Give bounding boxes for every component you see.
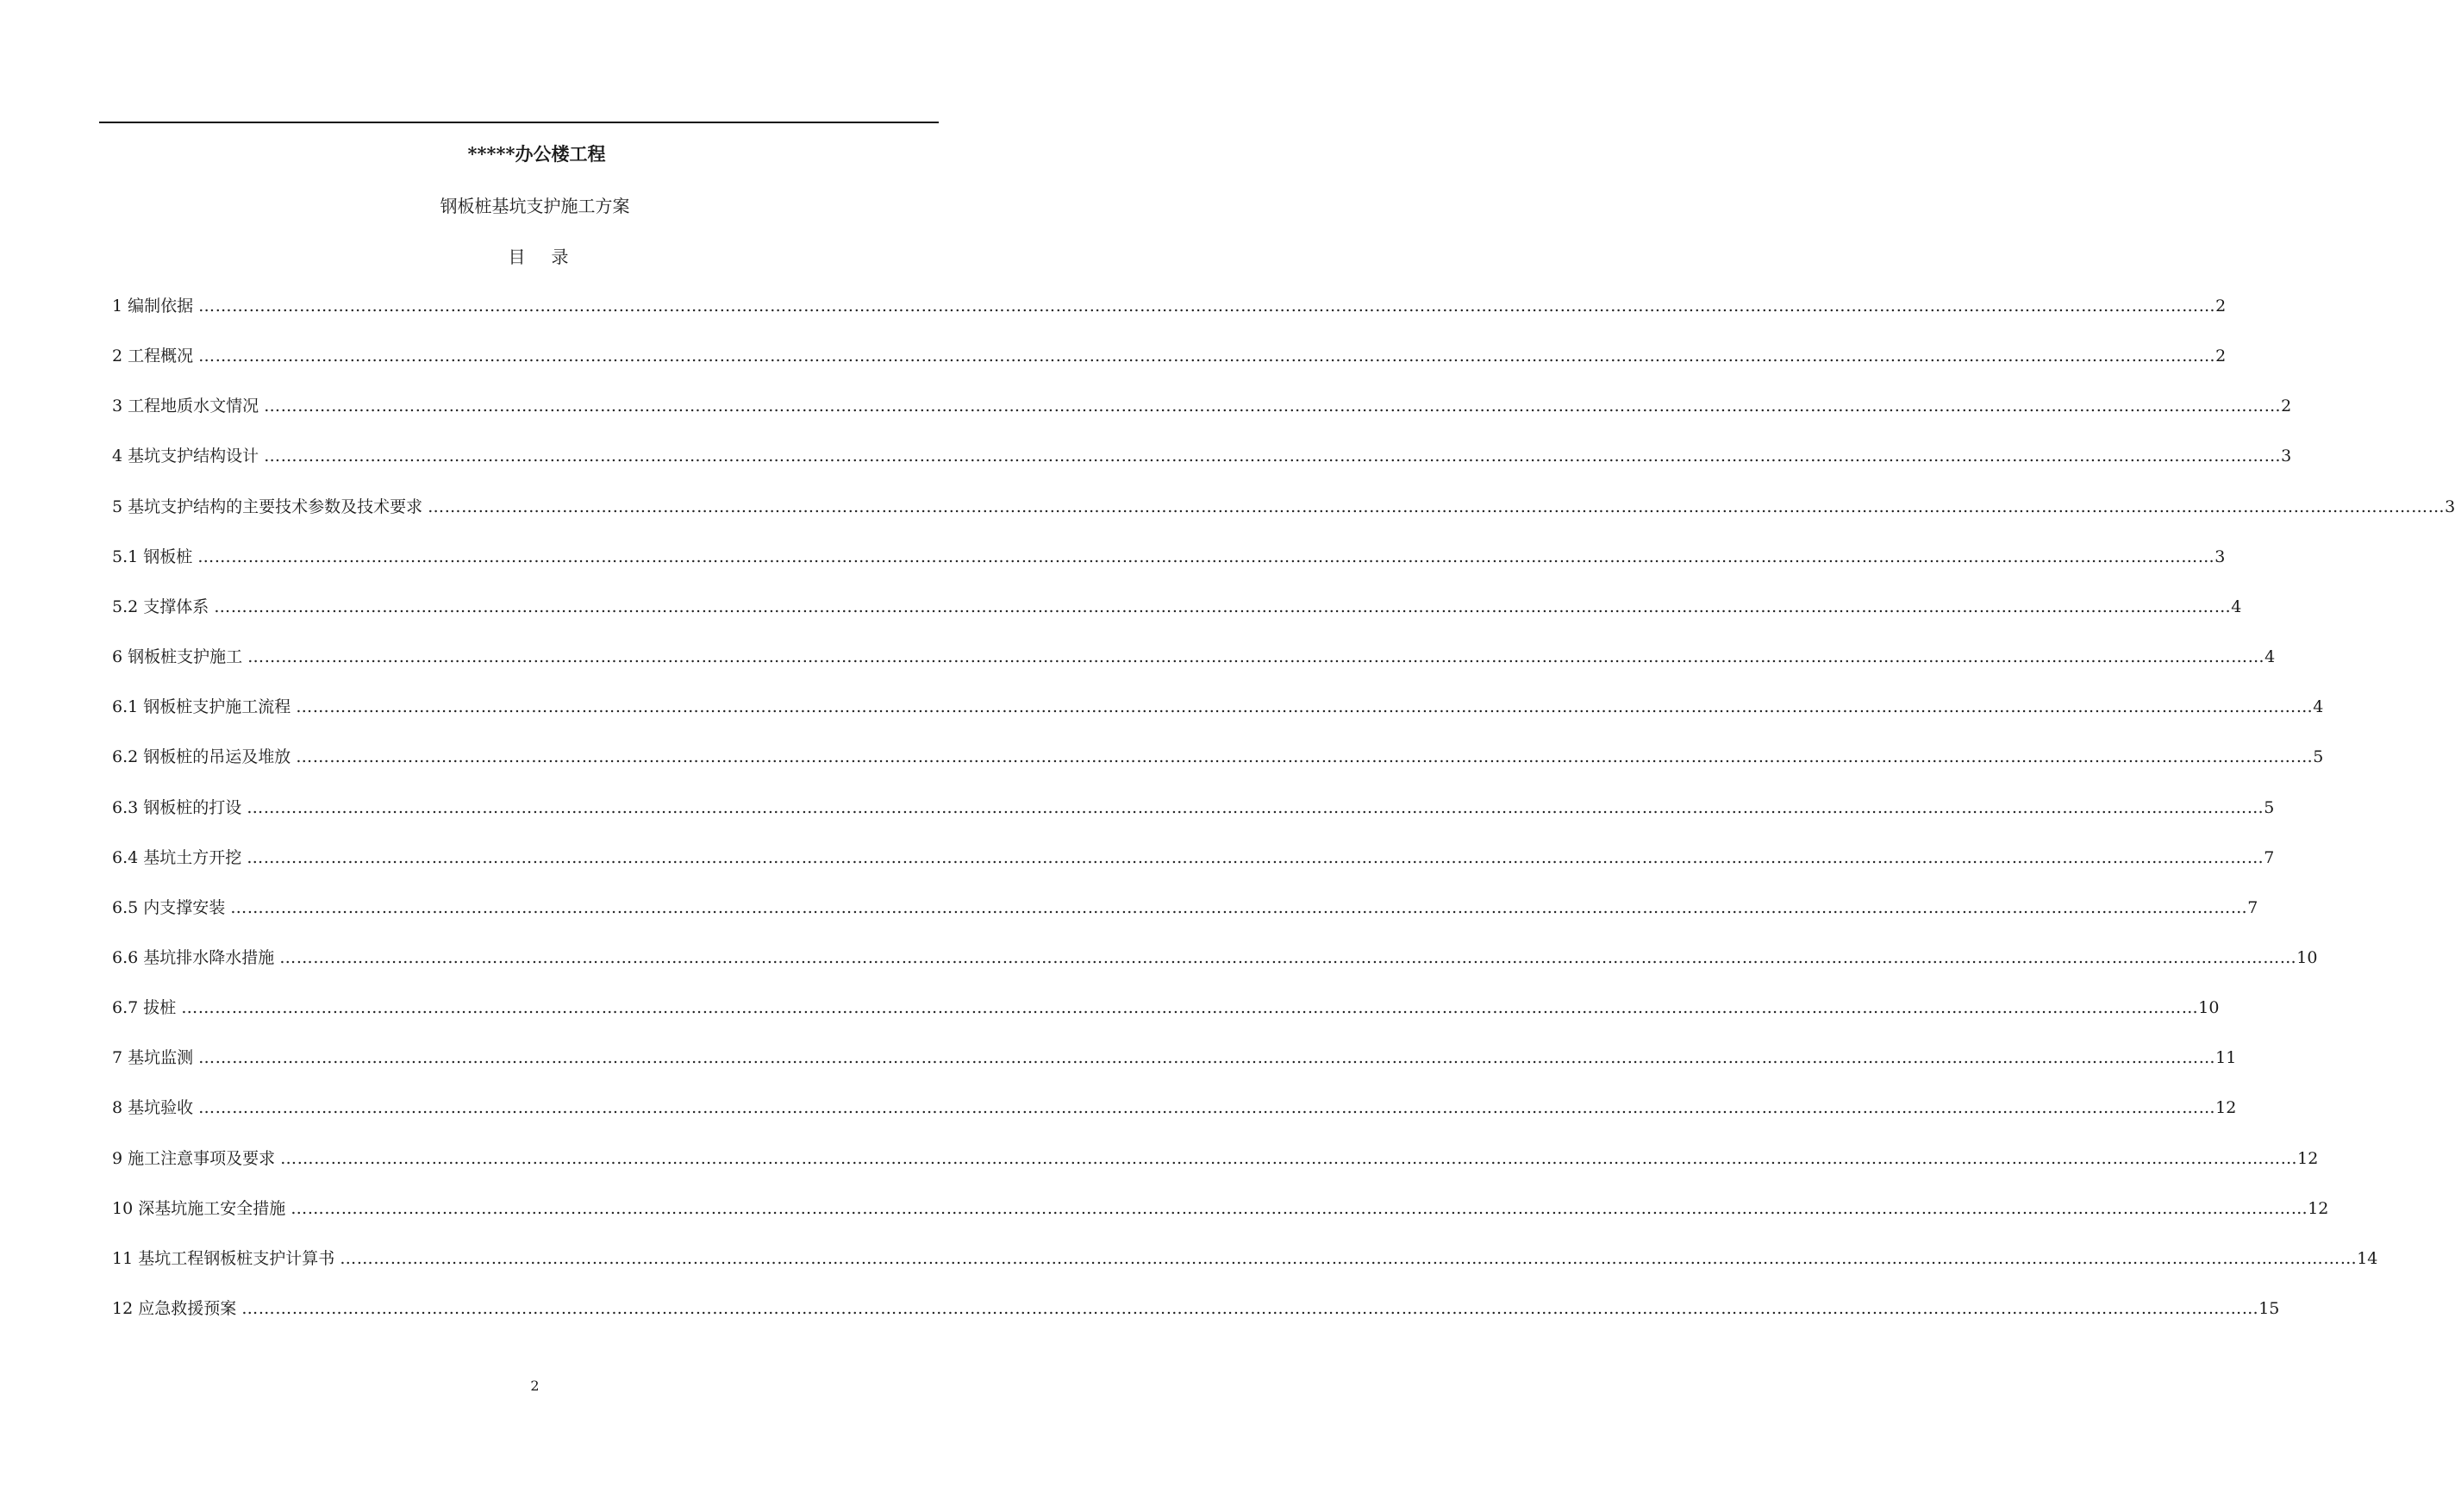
toc-entry[interactable] xyxy=(112,544,2226,570)
toc-entry-page: 12 xyxy=(2297,1148,2319,1168)
project-title xyxy=(0,141,1070,167)
toc-entry-page: 5 xyxy=(2313,747,2324,767)
toc-entry-page: 10 xyxy=(2198,998,2220,1018)
toc-leader-dots: ……………………………………………………………………………………………………………………………………………………………………………………………………………………………………………………………………………………………………………………………… xyxy=(198,297,2216,316)
toc-leader-dots: ……………………………………………………………………………………………………………………………………………………………………………………………………………………………………………………………………………………………………………………………… xyxy=(280,1148,2298,1168)
toc-entry-page: 2 xyxy=(2215,297,2227,316)
toc-entry-label: 5 基坑支护结构的主要技术参数及技术要求 xyxy=(112,497,423,516)
toc-entry-page: 3 xyxy=(2214,547,2226,566)
toc-entry-page: 12 xyxy=(2215,1098,2237,1118)
toc-entry-label: 12 应急救援预案 xyxy=(112,1299,237,1318)
toc-entry[interactable] xyxy=(112,393,2292,419)
toc-entry[interactable] xyxy=(112,1095,2237,1121)
toc-entry-page: 4 xyxy=(2231,597,2242,616)
toc-entry-label: 7 基坑监测 xyxy=(112,1048,194,1068)
toc-entry-label: 5.1 钢板桩 xyxy=(112,547,193,566)
project-title-text: *****办公楼工程 xyxy=(467,143,606,165)
toc-entry[interactable] xyxy=(112,1246,2378,1271)
toc-entry[interactable] xyxy=(112,744,2324,770)
toc-leader-dots: ……………………………………………………………………………………………………………………………………………………………………………………………………………………………………………………………………………………………………………………………… xyxy=(264,447,2282,466)
toc-leader-dots: ……………………………………………………………………………………………………………………………………………………………………………………………………………………………………………………………………………………………………………………………… xyxy=(247,847,2264,867)
toc-leader-dots: ……………………………………………………………………………………………………………………………………………………………………………………………………………………………………………………………………………………………………………………………… xyxy=(340,1248,2358,1268)
toc-entry-page: 14 xyxy=(2357,1248,2378,1268)
toc-entry[interactable] xyxy=(112,1296,2280,1321)
document-subtitle xyxy=(0,193,1070,219)
toc-heading-char: 目 xyxy=(508,247,526,267)
toc-entry-label: 2 工程概况 xyxy=(112,347,194,366)
toc-entry-page: 10 xyxy=(2296,947,2318,967)
document-subtitle-text: 钢板桩基坑支护施工方案 xyxy=(440,196,630,216)
toc-entry-page: 7 xyxy=(2247,897,2258,917)
toc-entry-page: 4 xyxy=(2313,697,2324,717)
toc-entry-label: 1 编制依据 xyxy=(112,297,194,316)
toc-leader-dots: ……………………………………………………………………………………………………………………………………………………………………………………………………………………………………………………………………………………………………………………………… xyxy=(279,947,2297,967)
toc-leader-dots: ……………………………………………………………………………………………………………………………………………………………………………………………………………………………………………………………………………………………………………………………… xyxy=(197,547,2215,566)
toc-entry-label: 3 工程地质水文情况 xyxy=(112,397,259,416)
toc-entry-label: 6.3 钢板桩的打设 xyxy=(112,797,242,817)
toc-entry-label: 11 基坑工程钢板桩支护计算书 xyxy=(112,1248,335,1268)
toc-leader-dots: ……………………………………………………………………………………………………………………………………………………………………………………………………………………………………………………………………………………………………………………………… xyxy=(214,597,2232,616)
toc-entry[interactable] xyxy=(112,494,2455,520)
toc-entry-page: 2 xyxy=(2281,397,2292,416)
toc-entry-page: 15 xyxy=(2258,1299,2280,1318)
toc-entry-page: 12 xyxy=(2308,1198,2329,1218)
toc-entry[interactable] xyxy=(112,895,2258,921)
toc-entry[interactable] xyxy=(112,594,2242,620)
toc-leader-dots: ……………………………………………………………………………………………………………………………………………………………………………………………………………………………………………………………………………………………………………………………… xyxy=(428,497,2446,516)
toc-leader-dots: ……………………………………………………………………………………………………………………………………………………………………………………………………………………………………………………………………………………………………………………………… xyxy=(290,1198,2308,1218)
toc-entry-label: 6.4 基坑土方开挖 xyxy=(112,847,242,867)
toc-entry-page: 3 xyxy=(2281,447,2292,466)
toc-entry-label: 6.2 钢板桩的吊运及堆放 xyxy=(112,747,291,767)
toc-entry[interactable] xyxy=(112,343,2227,369)
toc-entry-label: 6 钢板桩支护施工 xyxy=(112,647,243,667)
toc-leader-dots: ……………………………………………………………………………………………………………………………………………………………………………………………………………………………………………………………………………………………………………………………… xyxy=(198,347,2216,366)
toc-entry-label: 6.6 基坑排水降水措施 xyxy=(112,947,275,967)
page-number xyxy=(0,1376,1070,1396)
toc-leader-dots: ……………………………………………………………………………………………………………………………………………………………………………………………………………………………………………………………………………………………………………………………… xyxy=(296,747,2314,767)
toc-entry[interactable] xyxy=(112,1045,2237,1071)
toc-entry-page: 3 xyxy=(2445,497,2455,516)
toc-leader-dots: ……………………………………………………………………………………………………………………………………………………………………………………………………………………………………………………………………………………………………………………………… xyxy=(264,397,2282,416)
toc-leader-dots: ……………………………………………………………………………………………………………………………………………………………………………………………………………………………………………………………………………………………………………………………… xyxy=(241,1299,2259,1318)
toc-entry[interactable] xyxy=(112,1196,2329,1221)
toc-entry-page: 11 xyxy=(2215,1048,2237,1068)
toc-leader-dots: ……………………………………………………………………………………………………………………………………………………………………………………………………………………………………………………………………………………………………………………………… xyxy=(230,897,2248,917)
toc-entry[interactable] xyxy=(112,795,2275,821)
toc-entry[interactable] xyxy=(112,845,2275,871)
toc-entry-label: 10 深基坑施工安全措施 xyxy=(112,1198,286,1218)
toc-leader-dots: ……………………………………………………………………………………………………………………………………………………………………………………………………………………………………………………………………………………………………………………………… xyxy=(181,998,2199,1018)
toc-leader-dots: ……………………………………………………………………………………………………………………………………………………………………………………………………………………………………………………………………………………………………………………………… xyxy=(247,797,2264,817)
toc-entry-label: 5.2 支撑体系 xyxy=(112,597,209,616)
toc-leader-dots: ……………………………………………………………………………………………………………………………………………………………………………………………………………………………………………………………………………………………………………………………… xyxy=(247,647,2265,667)
toc-entry-label: 6.7 拔桩 xyxy=(112,998,177,1018)
toc-entry[interactable] xyxy=(112,1146,2319,1171)
toc-entry-page: 2 xyxy=(2215,347,2227,366)
toc-entry-label: 4 基坑支护结构设计 xyxy=(112,447,259,466)
toc-entry-page: 5 xyxy=(2264,797,2275,817)
toc-leader-dots: ……………………………………………………………………………………………………………………………………………………………………………………………………………………………………………………………………………………………………………………………… xyxy=(296,697,2314,717)
header-rule xyxy=(99,122,939,123)
toc-entry-page: 4 xyxy=(2264,647,2276,667)
toc-entry[interactable] xyxy=(112,644,2276,670)
toc-entry-label: 6.5 内支撑安装 xyxy=(112,897,226,917)
toc-entry-page: 7 xyxy=(2264,847,2275,867)
toc-leader-dots: ……………………………………………………………………………………………………………………………………………………………………………………………………………………………………………………………………………………………………………………………… xyxy=(198,1098,2216,1118)
toc-entry[interactable] xyxy=(112,945,2318,971)
toc-entry-label: 8 基坑验收 xyxy=(112,1098,194,1118)
toc-entry-label: 9 施工注意事项及要求 xyxy=(112,1148,276,1168)
toc-entry[interactable] xyxy=(112,293,2227,319)
toc-heading xyxy=(0,244,1070,270)
toc-leader-dots: ……………………………………………………………………………………………………………………………………………………………………………………………………………………………………………………………………………………………………………………………… xyxy=(198,1048,2216,1068)
toc-heading-char: 录 xyxy=(551,247,569,267)
toc-entry-label: 6.1 钢板桩支护施工流程 xyxy=(112,697,291,717)
toc-entry[interactable] xyxy=(112,995,2220,1021)
toc-entry[interactable] xyxy=(112,443,2292,469)
toc-entry[interactable] xyxy=(112,694,2324,720)
page-number-text: 2 xyxy=(530,1378,540,1394)
